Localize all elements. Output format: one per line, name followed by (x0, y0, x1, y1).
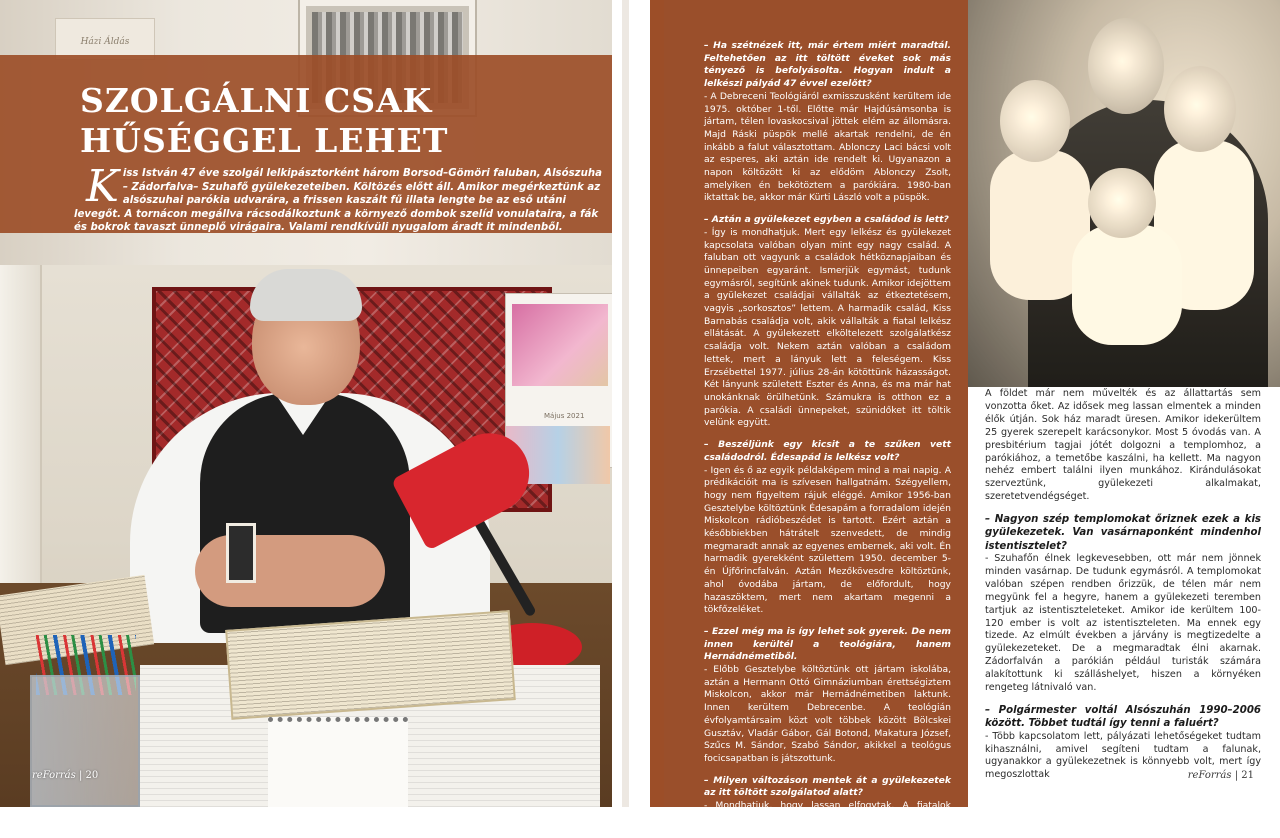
wall-plaque (55, 18, 155, 60)
interview-column-1 (704, 40, 951, 838)
right-page (664, 0, 1280, 837)
pencil-cup (30, 675, 140, 807)
paragraph-gap (704, 430, 951, 439)
title-line-2: HŰSÉGGEL LEHET (80, 121, 449, 160)
interview-question: – Nagyon szép templomokat őriznek ezek a kis gyülekezetek. Van vasárnaponként mindenhol istentisztelet? (985, 514, 1261, 552)
pastor-desk-photo (0, 265, 612, 807)
page-number: 20 (85, 770, 99, 781)
family-archive-photo (968, 0, 1280, 387)
small-book (226, 523, 256, 583)
paragraph-gap (704, 766, 951, 775)
magazine-name: reForrás (32, 770, 76, 781)
page-gutter (612, 0, 664, 807)
paragraph-gap (704, 205, 951, 214)
left-page-footer (32, 770, 98, 781)
paragraph-gap (985, 504, 1261, 513)
interview-answer: A földet már nem művelték és az állattartás sem vonzotta őket. Az idősek meg lassan elmentek a minden élők útján. Sok ház maradt üresen. Amikor idekerültem 25 gyerek szerepelt karácsonykor. Most 5 óvodás van. A presbitérium tagjai jótét dolgozni a templomhoz, a parókiához, a temetőbe kaszálni, ha kellett. Ma nagyon nehéz embert találni ilyen munkához. Kirándulásokat szerveztünk, gyülekezeti alkalmakat, szeretetvendégséget. (985, 388, 1261, 503)
right-page-footer (1188, 770, 1254, 781)
interview-question: – Milyen változáson mentek át a gyülekezetek az itt töltött szolgálatod alatt? (704, 774, 951, 799)
interview-question: – Ha szétnézek itt, már értem miért maradtál. Feltehetően az itt töltött éveket sok más tényező is befolyásolta. Hogyan indult a lelkészi pályád 47 évvel ezelőtt? (704, 40, 951, 90)
interview-question: – Aztán a gyülekezet egyben a családod is lett? (704, 214, 949, 226)
interview-question: – Beszéljünk egy kicsit a te szűken vett családodról. Édesapád is lelkész volt? (704, 439, 951, 463)
paragraph-gap (985, 695, 1261, 704)
drop-cap: K (86, 161, 119, 212)
interview-answer: - Szuhafőn élnek legkevesebben, ott már nem jönnek minden vasárnap. De tudunk egymásról. A templomokat valóban szépen rendben őrizzük, de télen már nem megyünk fel a hegyre, hanem a gyülekezeti teremben tartjuk az istentiszteleteket. Amikor ide kerültem 100-120 ember is volt az istentiszteleten. Ma ennek egy tizede. Az elmúlt években a járvány is megtizedelte a gyülekezeteket. De a megmaradtak élni akarnak. Zádorfalván a parókián például turisták számára alakítottunk ki szálláshelyet, hiszen a környéken rengeteg látnivaló van. (985, 553, 1261, 694)
man-hair (250, 269, 362, 321)
interview-answer: - Mondhatjuk, hogy lassan elfogytak. A fiatalok elköltöztek, miután megszűntek a munkalehetőségek a bányában. (704, 800, 951, 837)
wall-plaque-text: Házi Áldás (80, 37, 130, 47)
left-page (0, 0, 612, 807)
magazine-name: reForrás (1187, 770, 1232, 781)
interview-question: – Polgármester voltál Alsószuhán 1990–2006 között. Többet tudtál így tenni a faluért? (985, 705, 1261, 730)
calendar-label: Május 2021 (544, 412, 585, 420)
article-title (80, 81, 600, 161)
page-number: 21 (1241, 770, 1254, 781)
lead-paragraph (74, 161, 606, 235)
man-hands (195, 535, 385, 607)
interview-answer: - Igen és ő az egyik példaképem mind a mai napig. A prédikációit ma is szívesen hallgatnám. Szégyellem, hogy nem figyeltem rájuk eléggé. Amikor 1956-ban Gesztelybe költöztünk Édesapám a forradalom idején Miskolcon rádióbeszédet is tartott. Ezért aztán a későbbiekben hátrátelt szenvedett, de mindig megmaradt annak az egyenes embernek, aki volt. Én harmadik gyerekként születtem 1950. december 5-én Újfőrincfalván. Aztán Mezőkövesdre költöztünk, ahol óvodába jártam, de előfordult, hogy hazaszöktem, mert nem akartam megenni a tökfőzeléket. (704, 464, 951, 616)
footer-separator: | (1234, 770, 1239, 781)
title-line-1: SZOLGÁLNI CSAK (80, 81, 433, 120)
interview-answer: - Előbb Gesztelybe költöztünk ott jártam iskolába, aztán a Hermann Ottó Gimnáziumban érettségiztem Miskolcon, akkor már Hernádnémetiben laktunk. Innen kerültem Debrecenbe. A teológián évfolyamtársaim közt volt többek között Bölcskei Gusztáv, Vladár Gábor, Gál Botond, Makatura József, Szűcs M. Sándor, Szabó Sándor, akikkel a teológus focicsapatban is játszottunk. (704, 664, 951, 764)
door-frame (0, 265, 42, 595)
lead-body: iss István 47 éve szolgál lelkipásztorként három Borsod–Gömöri faluban, Alsószuha – Zádorfalva– Szuhafő gyülekezeteiben. Költözés előtt áll. Amikor megérkeztünk az alsószuhai parókia udvarára, a frissen kaszált fű illata lengte be az eső utáni levegőt. A tornácon megállva rácsodálkoztunk a környező dombok szelíd vonulataira, a fák és bokrok tavaszt ünneplő virágaira. Valami rendkívüli nyugalom áradt it mindenből. (74, 168, 602, 234)
interview-column-orange (664, 0, 968, 837)
interview-answer: - Több kapcsolatom lett, pályázati lehetőségeket tudtam kihasználni, amivel segíteni tudtam a falunak, ugyanakkor a gyülekezetnek is könnyebb volt, mert így megoszlottak (985, 730, 1261, 781)
spiral-notepad (268, 717, 408, 807)
interview-question: – Ezzel még ma is így lehet sok gyerek. De nem innen kerültél a teológiára, hanem Hernádnémetiből. (704, 625, 951, 663)
interview-answer: - A Debreceni Teológiáról exmisszusként kerültem ide 1975. október 1-től. Előtte már Hajdúsámsonba is jártam, télen lovaskocsival jöttek elém az állomásra. Majd Ráski püspök mellé akartak rendelni, de én inkább a falut választottam. Ablonczy Laci bácsi volt az esperes, aki aztán ide rendelt ki. Ugyanazon a napon költözött ki az elődöm Ablonczy Zsolt, amelyiken én bekötöztem a parókiára. 1980-ban iktattak be, akkor már Kürti László volt a püspök. (704, 90, 951, 204)
footer-separator: | (78, 770, 83, 781)
paragraph-gap (704, 617, 951, 626)
wall-calendar (505, 293, 613, 468)
title-banner (0, 55, 612, 233)
interview-column-2 (985, 388, 1261, 782)
interview-answer: - Így is mondhatjuk. Mert egy lelkész és gyülekezet kapcsolata valóban olyan mint egy nagy család. A faluban ott vagyunk a családok hétköznapjaiban és ünnepeiben egyaránt. Ismerjük egymást, tudunk egymásról, segítünk akinek tudunk. Amikor idejöttem a gyülekezet családjai vállalták az étkeztetésem, vagyis „sorkosztos” lettem. A harmadik család, Kiss Barnabás családja volt, akik vállalták a fiatal lelkész ellátását. A gyülekezett elköltelezett szolgálatkész családja volt. Nekem aztán valóban a családom lettek, mert a lányuk lett a feleségem. Kiss Erzsébettel 1977. július 28-án kötöttünk házasságot. Két lányunk született Eszter és Anna, és ma már hat unokánknak örülhetünk. Számukra is otthon ez a parókia. A családi ünnepeket, szünidőket itt töltik velünk együtt. (704, 226, 951, 429)
